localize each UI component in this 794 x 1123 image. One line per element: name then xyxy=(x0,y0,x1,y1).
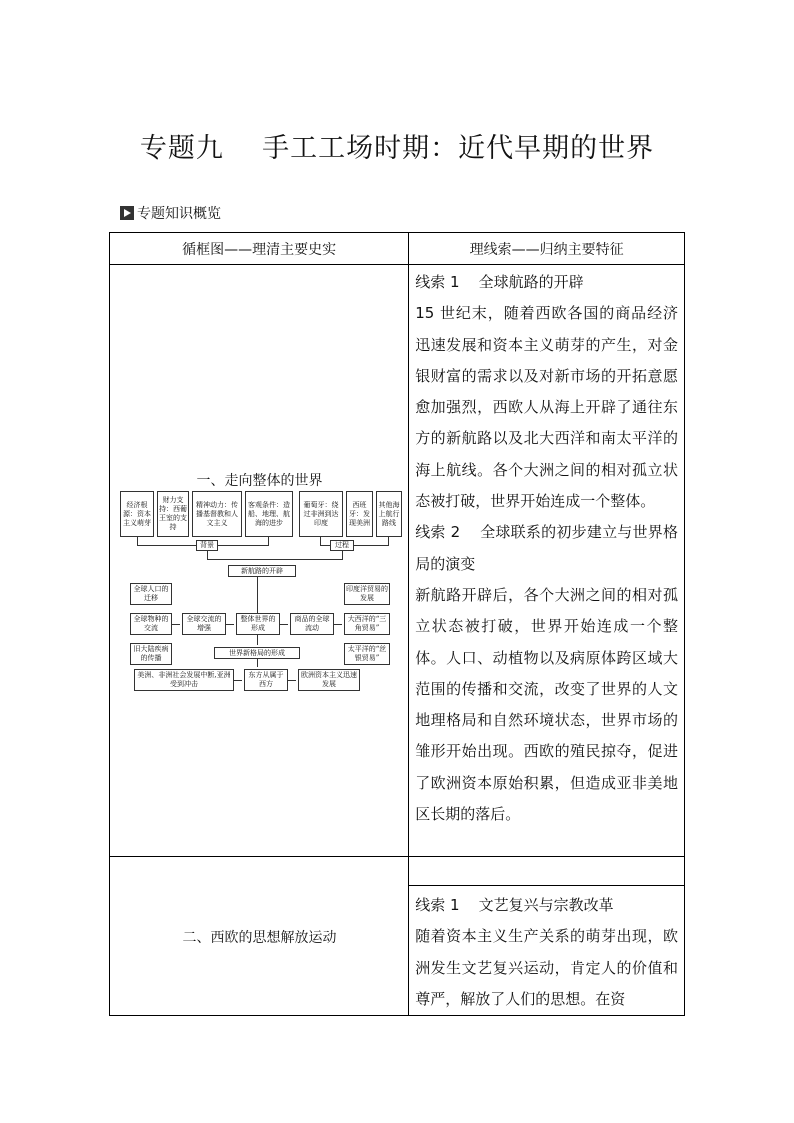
diagram-atlantic: 大西洋的“三角贸易” xyxy=(344,613,390,635)
diagram-opening: 新航路的开辟 xyxy=(228,565,296,577)
diagram-bg-conditions: 客观条件：造船、地理、航海的进步 xyxy=(245,491,293,537)
line xyxy=(207,551,208,559)
diagram-pr-spain: 西班牙：发现美洲 xyxy=(346,491,373,537)
diagram-bg-spirit: 精神动力：传播基督教和人文主义 xyxy=(192,491,242,537)
line xyxy=(257,659,258,667)
line xyxy=(207,559,343,560)
diagram-pr-portugal: 葡萄牙：绕过非洲到达印度 xyxy=(299,491,343,537)
line xyxy=(257,577,258,613)
diagram-species: 全球物种的交流 xyxy=(130,613,172,635)
section2-right-cell xyxy=(409,857,685,1016)
line xyxy=(172,624,180,625)
section2-clue1-text: 随着资本主义生产关系的萌芽出现，欧洲发生文艺复兴运动，肯定人的价值和尊严，解放了人们的思想。在资 xyxy=(415,927,678,1008)
diagram-new-pattern: 世界新格局的形成 xyxy=(214,647,300,659)
diagram-goods: 商品的全球流动 xyxy=(290,613,334,635)
line xyxy=(342,551,343,559)
flow-diagram xyxy=(120,477,404,677)
overview-label: 专题知识概览 xyxy=(137,206,221,222)
diagram-disease: 旧大陆疾病的传播 xyxy=(130,643,172,665)
play-triangle-icon xyxy=(120,206,134,220)
diagram-background-label: 背景 xyxy=(196,540,218,551)
diagram-european-capitalism: 欧洲资本主义迅速发展 xyxy=(298,669,360,691)
diagram-whole-world: 整体世界的形成 xyxy=(236,613,280,635)
section1-right-cell xyxy=(409,265,685,857)
section1-clue2-text: 新航路开辟后，各个大洲之间的相对孤立状态被打破，世界开始连成一个整体。人口、动植物以及病原体跨区域大范围的传播和交流，改变了世界的人文地理格局和自然环境状态，世界市场的雏形开始出现。西欧的殖民掠夺，促进了欧洲资本原始积累，但造成亚非美地区长期的落后。 xyxy=(415,585,678,824)
diagram-bg-economy: 经济根源：资本主义萌芽 xyxy=(120,491,154,537)
diagram-pacific: 太平洋的“丝银贸易” xyxy=(344,643,390,665)
line xyxy=(280,624,288,625)
line xyxy=(388,537,389,545)
diagram-exchange: 全球交流的增强 xyxy=(182,613,226,635)
overview-heading xyxy=(120,203,221,223)
section1-left-cell xyxy=(110,265,409,857)
section1-clue1-text: 15 世纪末，随着西欧各国的商品经济迅速发展和资本主义萌芽的产生，对金银财富的需求以及对新市场的开拓意愿愈加强烈，西欧人从海上开辟了通往东方的新航路以及北大西洋和南太平洋的海上航线。各个大洲之间的相对孤立状态被打破，世界开始连成一个整体。 xyxy=(415,304,678,511)
diagram-pr-other: 其他海上航行路线 xyxy=(376,491,402,537)
line xyxy=(137,537,138,545)
section2-title: 二、西欧的思想解放运动 xyxy=(182,930,337,946)
diagram-population: 全球人口的迁移 xyxy=(130,583,172,605)
header-right: 理线索——归纳主要特征 xyxy=(409,233,685,265)
line xyxy=(320,537,321,545)
line xyxy=(334,624,342,625)
line xyxy=(257,635,258,645)
line xyxy=(288,680,296,681)
diagram-indian-ocean: 印度洋贸易的发展 xyxy=(344,583,390,605)
blank-row xyxy=(409,857,684,886)
section1-clue1-label: 线索 1 全球航路的开辟 xyxy=(415,273,584,291)
header-left: 循框图——理清主要史实 xyxy=(110,233,409,265)
line xyxy=(268,537,269,545)
section2-left-cell xyxy=(110,857,409,1016)
diagram-process-label: 过程 xyxy=(330,540,354,551)
section1-clue2-label: 线索 2 全球联系的初步建立与世界格局的演变 xyxy=(415,523,678,573)
diagram-bg-finance: 财力支持：西葡王室的支持 xyxy=(157,491,189,537)
section1-title: 一、走向整体的世界 xyxy=(196,473,323,489)
line xyxy=(226,624,234,625)
line xyxy=(234,680,242,681)
page-title: 专题九 手工工场时期：近代早期的世界 xyxy=(139,133,655,164)
diagram-east-west: 东方从属于西方 xyxy=(244,669,288,691)
diagram-americas-africa: 美洲、非洲社会发展中断,亚洲受到冲击 xyxy=(134,669,234,691)
knowledge-table xyxy=(109,232,685,1016)
section2-clue1-label: 线索 1 文艺复兴与宗教改革 xyxy=(415,896,614,914)
